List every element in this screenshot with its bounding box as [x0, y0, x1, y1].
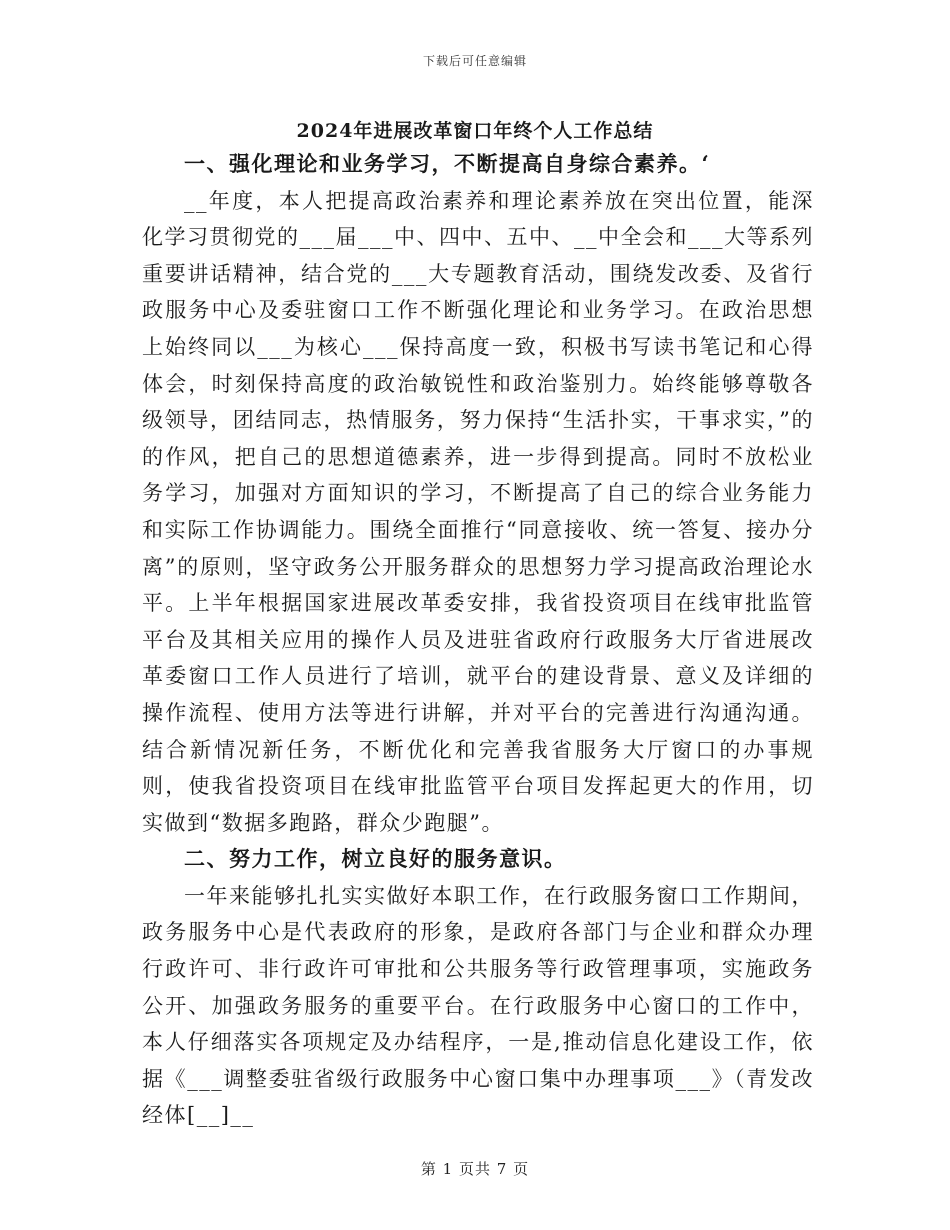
document-title: 2024年进展改革窗口年终个人工作总结 — [296, 120, 654, 142]
section-heading-2: 二、努力工作，树立良好的服务意识。 — [184, 846, 567, 872]
section-heading-1: 一、强化理论和业务学习，不断提高自身综合素养。‘ — [184, 151, 711, 176]
document-body — [142, 146, 814, 1134]
section-paragraph-2: 一年来能够扎扎实实做好本职工作，在行政服务窗口工作期间，政务服务中心是代表政府的形象，是政府各部门与企业和群众办理行政许可、非行政许可审批和公共服务等行政管理事项，实施政务公开、加强政务服务的重要平台。在行政服务中心窗口的工作中，本人仔细落实各项规定及办结程序，一是,推动信息化建设工作，依据《___调整委驻省级行政服务中心窗口集中办理事项___》（青发改经体[__]__ — [142, 883, 814, 1128]
header-note: 下载后可任意编辑 — [422, 54, 527, 68]
page-footer: 第 1 页共 7 页 — [420, 1160, 530, 1178]
section-paragraph-1: __年度，本人把提高政治素养和理论素养放在突出位置，能深化学习贯彻党的___届___中、四中、五中、__中全会和___大等系列重要讲话精神，结合党的___大专题教育活动，围绕发改委、及省行政服务中心及委驻窗口工作不断强化理论和业务学习。在政治思想上始终同以___为核心___保持高度一致，积极书写读书笔记和心得体会，时刻保持高度的政治敏锐性和政治鉴别力。始终能够尊敬各级领导，团结同志，热情服务，努力保持“生活扑实，干事求实，”的的作风，把自己的思想道德素养，进一步得到提高。同时不放松业务学习，加强对方面知识的学习，不断提高了自己的综合业务能力和实际工作协调能力。围绕全面推行“同意接收、统一答复、接办分离”的原则，坚守政务公开服务群众的思想努力学习提高政治理论水平。上半年根据国家进展改革委安排，我省投资项目在线审批监管平台及其相关应用的操作人员及进驻省政府行政服务大厅省进展改革委窗口工作人员进行了培训，就平台的建设背景、意义及详细的操作流程、使用方法等进行讲解，并对平台的完善进行沟通沟通。结合新情况新任务，不断优化和完善我省服务大厅窗口的办事规则，使我省投资项目在线审批监管平台项目发挥起更大的作用，切实做到“数据多跑路，群众少跑腿”。 — [142, 188, 814, 835]
